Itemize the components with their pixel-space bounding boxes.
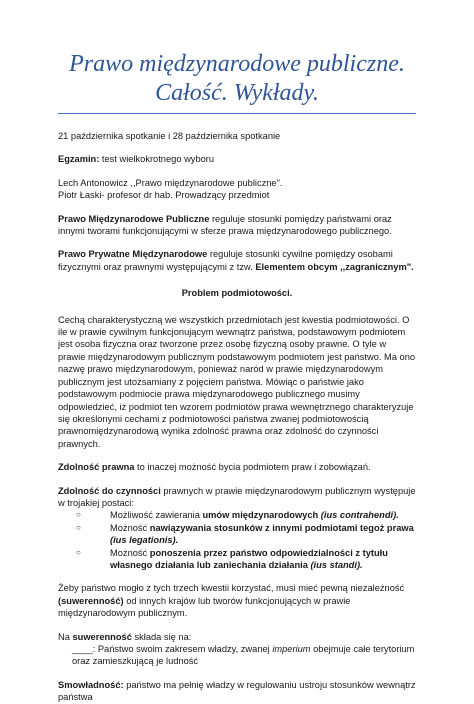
- suwerennosc-bold: (suwerenność): [58, 595, 124, 606]
- document-title: [58, 50, 416, 108]
- zdolnosc-czynnosci: [58, 485, 416, 510]
- zdolnosc-czynnosci-text: prawnych w prawie międzynarodowym publicznym występuje w trojakiej postaci:: [58, 485, 416, 508]
- list-item-bold: nawiązywania stosunków z innymi podmiotami tegoż prawa: [149, 522, 414, 533]
- zdolnosc-prawna-term: Zdolność prawna: [58, 462, 135, 473]
- zdolnosc-prawna-text: to inaczej możność bycia podmiotem praw i zobowiązań.: [134, 462, 371, 473]
- parts-post: składa się na:: [131, 631, 192, 642]
- smowladnosc-line: [58, 679, 416, 704]
- list-item-text: Możność: [110, 522, 150, 533]
- definition-private-text: reguluje stosunki cywilne pomiędzy osobami fizycznymi oraz prawnymi występującymi z tzw.: [58, 249, 393, 272]
- smowladnosc-text: państwo ma pełnię władzy w regulowaniu ustroju stosunków wewnątrz państwa: [58, 679, 416, 703]
- smowladnosc-term: Smowładność:: [58, 679, 124, 690]
- exam-text: test wielkokrotnego wyboru: [99, 154, 215, 165]
- parts-line-post: obejmuje całe terytorium oraz zamieszkującą je ludność: [72, 644, 415, 667]
- parts-line-pre: ____: Państwo swoim zakresem władzy, zwanej: [72, 644, 273, 654]
- lecturer-line: Piotr Łaski- profesor dr hab. Prowadzący przedmiot: [58, 190, 270, 201]
- definition-private-bold-tail: Elementem obcym ,,zagranicznym".: [255, 261, 414, 272]
- list-item: [58, 509, 416, 521]
- list-item-bold: umów międzynarodowych: [202, 510, 319, 521]
- list-item-italic: (ius contrahendi).: [318, 510, 399, 521]
- exam-line: [58, 153, 416, 165]
- definition-private: [58, 248, 416, 273]
- circle-bullet-icon: ○: [76, 522, 81, 532]
- suwerennosc-post: od innych krajów lub tworów funkcjonujących w prawie międzynarodowym publicznym.: [58, 595, 351, 619]
- definition-public-text: reguluje stosunki pomiędzy państwami oraz innymi tworami funkcjonującymi w sferze prawa międzynarodowego publicznego.: [58, 213, 392, 237]
- parts-pre: Na: [58, 631, 73, 642]
- book-line: Lech Antonowicz ,,Prawo międzynarodowe publiczne".: [58, 177, 283, 188]
- zdolnosc-czynnosci-term: Zdolność do czynności: [58, 485, 161, 496]
- title-line-1: Prawo międzynarodowe publiczne.: [69, 51, 405, 77]
- definition-private-term: Prawo Prywatne Międzynarodowe: [58, 249, 208, 260]
- suwerennosc-pre: Żeby państwo mogło z tych trzech kwestii korzystać, musi mieć pewną niezależność: [58, 583, 405, 594]
- definition-public: [58, 213, 416, 238]
- definition-public-term: Prawo Międzynarodowe Publiczne: [58, 213, 210, 224]
- title-underline: [58, 113, 416, 114]
- section-paragraph: Cechą charakterystyczną we wszystkich przedmiotach jest kwestia podmiotowości. O ile w prawie cywilnym funkcjonującym wewnątrz państwa, podstawowym podmiotem jest osoba fizyczna oraz tworzone przez osobę fizyczną osoby prawne. O tyle w prawie międzynarodowym publicznym podstawowym podmiotem jest państwo. Ma ono nazwę prawo międzynarodowym, ponieważ naród w prawie międzynarodowym publicznym jest utożsamiany z pojęciem państwa. Mówiąc o państwie jako podstawowym podmiocie prawa międzynarodowego publicznego musimy odpowiedzieć, iż podmiot ten wzorem podmiotów prawa wewnętrznego charakteryzuje się określonymi cechami z podmiotowości państwa zwanej podmiotowością prawnomiędzynarodową wynika zdolność prawna oraz zdolność do czynności prawnych.: [58, 314, 416, 449]
- parts-bold: suwerenność: [72, 631, 132, 642]
- circle-bullet-icon: ○: [76, 510, 81, 520]
- suwerennosc-parts-line: [58, 643, 416, 668]
- list-item-text: Możność: [110, 547, 150, 558]
- section-heading: Problem podmiotowości.: [181, 288, 293, 299]
- list-item: [58, 522, 416, 547]
- list-item-italic: (ius legationis).: [110, 535, 179, 546]
- dates-line: 21 października spotkanie i 28 października spotkanie: [58, 131, 281, 141]
- list-item-bold: ponoszenia przez państwo odpowiedzialności z tytułu własnego działania lub zaniechania działania: [110, 547, 388, 570]
- suwerennosc-parts-intro: [58, 631, 416, 643]
- circle-bullet-icon: ○: [76, 547, 81, 557]
- exam-label: Egzamin:: [58, 154, 100, 165]
- list-item-italic: (ius standi).: [307, 559, 363, 570]
- zdolnosc-prawna: [58, 461, 416, 473]
- list-item-text: Możliwość zawierania: [110, 510, 203, 521]
- list-item: [58, 547, 416, 572]
- title-line-2: Całość. Wykłady.: [155, 80, 319, 106]
- capacity-list: [58, 509, 416, 571]
- suwerennosc-paragraph: [58, 582, 416, 619]
- parts-line-italic: imperium: [272, 644, 311, 654]
